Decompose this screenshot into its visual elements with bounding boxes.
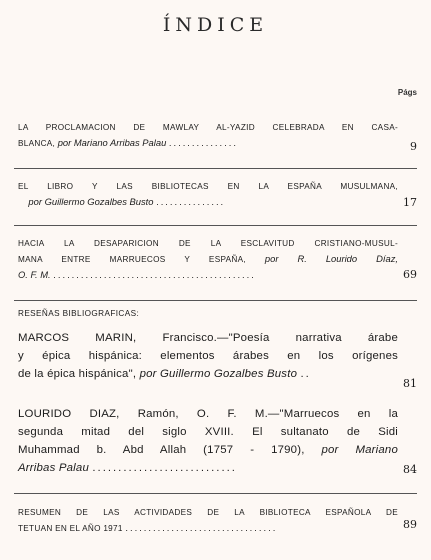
review-title-cont — [18, 441, 398, 459]
review-author-cont: Arribas Palau — [18, 462, 89, 474]
leader-dots: ............................ — [92, 462, 237, 474]
toc-entry — [18, 236, 398, 282]
page-number: 81 — [403, 377, 417, 390]
page-number: 84 — [403, 463, 417, 476]
section-heading: RESEÑAS BIBLIOGRAFICAS: — [18, 309, 140, 318]
entry-title: RESUMEN DE LAS ACTIVIDADES DE LA BIBLIOTECA ESPAÑOLA DE — [18, 508, 398, 517]
leader-dots: ............... — [168, 137, 238, 148]
entry-title-cont — [18, 520, 398, 536]
review-author: por Mariano — [321, 444, 398, 456]
entry-author: por Guillermo Gozalbes Busto — [28, 196, 154, 207]
entry-author-line — [18, 194, 398, 209]
review-title: MARCOS MARIN, Francisco.—"Poesía narrativa árabe — [18, 332, 398, 344]
entry-author-line — [18, 267, 398, 282]
review-author-line — [18, 459, 398, 477]
page-number: 89 — [403, 518, 417, 531]
entry-title: LA PROCLAMACION DE MAWLAY AL-YAZID CELEBRADA EN CASA- — [18, 123, 398, 132]
entry-title-cont — [18, 251, 398, 267]
review-title-cont: segunda mitad del siglo XVIII. El sultanato de Sidi — [18, 426, 398, 438]
entry-author: por Mariano Arribas Palau — [57, 137, 167, 148]
entry-author: por R. Lourido Díaz, — [264, 253, 398, 264]
entry-title-text: MANA ENTRE MARRUECOS Y ESPAÑA, — [18, 255, 265, 264]
entry-title: EL LIBRO Y LAS BIBLIOTECAS EN LA ESPAÑA MUSULMANA, — [18, 182, 398, 191]
review-title-end: de la épica hispánica", — [18, 368, 140, 380]
leader-dots: ............... — [156, 196, 226, 207]
entry-title-text: TETUAN EN EL AÑO 1971 — [18, 524, 123, 533]
toc-entry — [18, 179, 398, 209]
review-author-line — [18, 365, 398, 383]
leader-dots: ............................................ — [53, 269, 256, 280]
divider — [14, 493, 417, 494]
review-title: LOURIDO DIAZ, Ramón, O. F. M.—"Marruecos en la — [18, 408, 398, 420]
pages-column-label: Págs — [397, 88, 417, 97]
divider — [14, 300, 417, 301]
review-entry — [18, 405, 398, 477]
review-author: por Guillermo Gozalbes Busto — [139, 368, 298, 380]
page-number: 69 — [403, 268, 417, 281]
entry-title-text: BLANCA, — [18, 139, 58, 148]
toc-entry — [18, 505, 398, 536]
toc-entry — [18, 120, 398, 151]
entry-author-cont: O. F. M. — [18, 269, 51, 280]
divider — [14, 168, 417, 169]
page-number: 9 — [410, 140, 417, 153]
page-title: ÍNDICE — [162, 14, 269, 36]
review-title-end: Muhammad b. Abd Allah (1757 - 1790), — [18, 444, 322, 456]
review-title-cont: y épica hispánica: elementos árabes en los orígenes — [18, 350, 398, 362]
page-number: 17 — [403, 196, 417, 209]
entry-title: HACIA LA DESAPARICION DE LA ESCLAVITUD CRISTIANO-MUSUL- — [18, 239, 398, 248]
divider — [14, 225, 417, 226]
entry-title-cont — [18, 135, 398, 151]
review-entry — [18, 329, 398, 383]
leader-dots: .. — [300, 368, 311, 380]
leader-dots: ................................. — [125, 522, 278, 533]
